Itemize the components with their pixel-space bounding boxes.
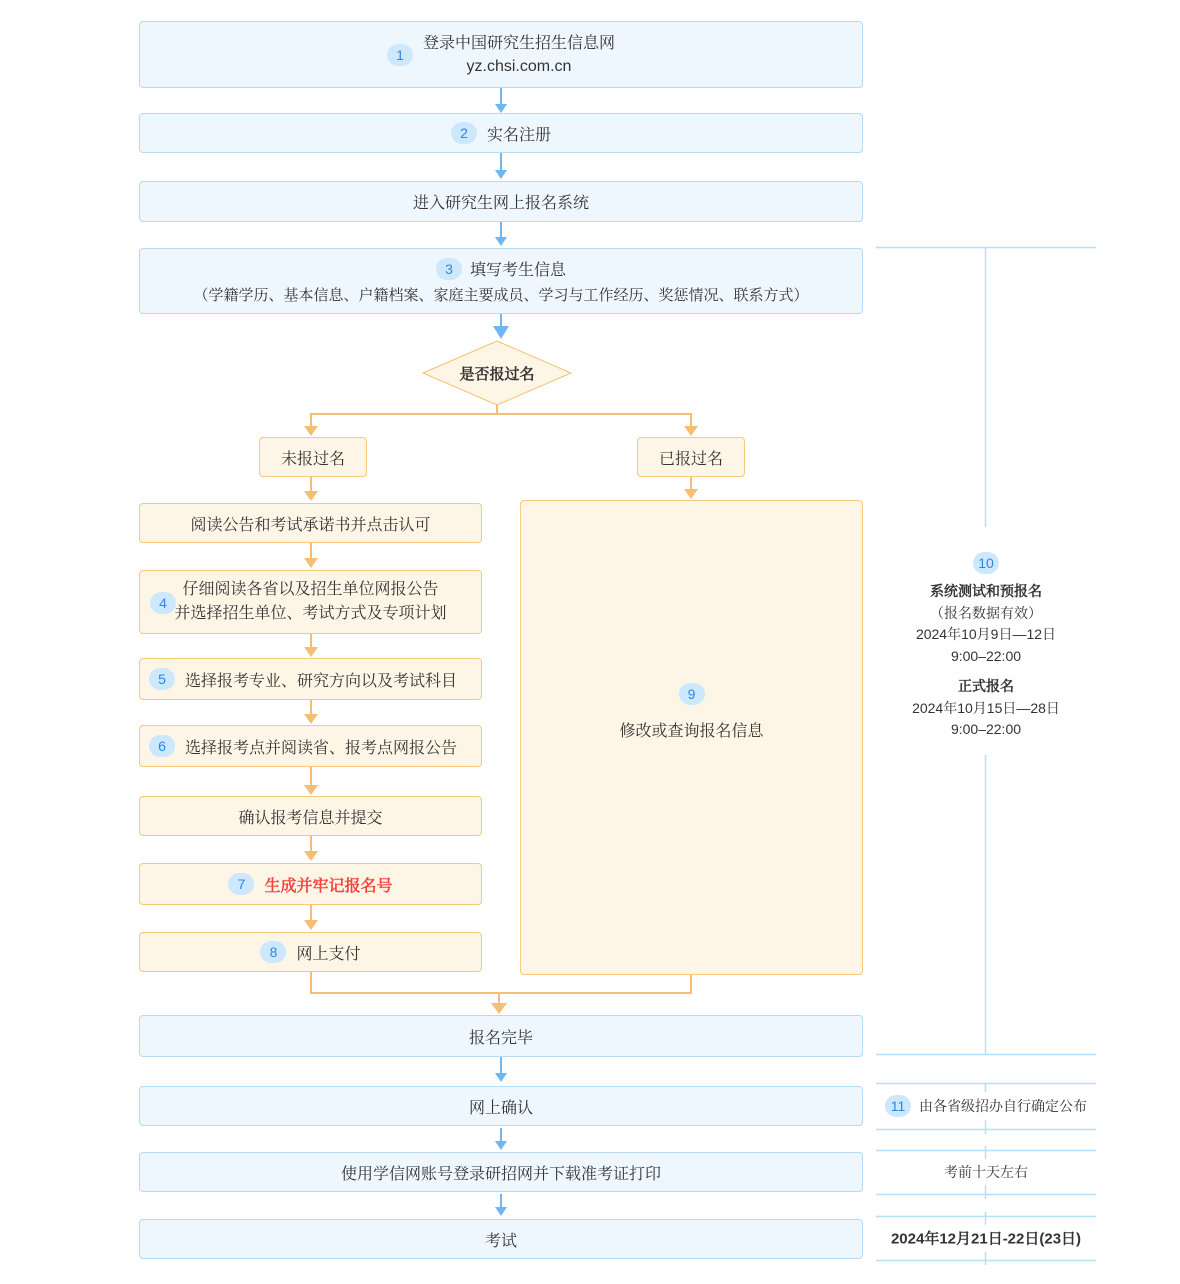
step3-box	[139, 248, 863, 314]
arrowhead	[304, 714, 318, 724]
step6-label: 选择报考点并阅读省、报考点网报公告	[185, 739, 458, 757]
arrowhead	[304, 426, 318, 436]
arrowhead	[304, 558, 318, 568]
step10-official-time: 9:00–22:00	[950, 721, 1022, 737]
ticket-time-label	[937, 1159, 1035, 1185]
arrowhead	[684, 489, 698, 499]
step10-badge: 10	[973, 552, 999, 574]
step2-box	[139, 113, 863, 153]
step1-url: yz.chsi.com.cn	[466, 57, 572, 75]
step1-box	[139, 21, 863, 88]
arrowhead	[304, 647, 318, 657]
step6-badge: 6	[149, 735, 175, 757]
step5-label: 选择报考专业、研究方向以及考试科目	[185, 672, 458, 690]
step7-label: 生成并牢记报名号	[264, 877, 393, 895]
step3-detail: （学籍学历、基本信息、户籍档案、家庭主要成员、学习与工作经历、奖惩情况、联系方式）	[193, 287, 809, 304]
branch-yes-box	[637, 437, 745, 477]
step11-label: 由各省级招办自行确定公布	[919, 1098, 1087, 1114]
step5-box	[139, 658, 482, 700]
arrowhead	[495, 237, 507, 246]
step2-badge: 2	[451, 122, 477, 144]
step10-note: （报名数据有效）	[930, 604, 1042, 621]
step9-label: 修改或查询报名信息	[619, 722, 764, 740]
step10-pre-time: 9:00–22:00	[950, 647, 1022, 664]
done-label: 报名完毕	[468, 1029, 533, 1047]
step10-pre-date: 2024年10月9日—12日	[915, 626, 1057, 642]
arrowhead	[495, 104, 507, 113]
step10-title: 系统测试和预报名	[930, 583, 1042, 599]
step8-label: 网上支付	[296, 945, 361, 963]
arrowhead	[493, 326, 509, 339]
step3-badge: 3	[436, 258, 462, 280]
step5-badge: 5	[149, 668, 175, 690]
step8-badge: 8	[260, 941, 286, 963]
exam-date-label	[884, 1225, 1088, 1252]
enter-system-box	[139, 181, 863, 222]
read-notice-box	[139, 503, 482, 543]
step10-official-title: 正式报名	[958, 678, 1014, 694]
decision-label: 是否报过名	[459, 365, 535, 383]
branch-no-box	[259, 437, 367, 477]
step4-badge: 4	[150, 592, 176, 614]
online-confirm-label: 网上确认	[468, 1099, 533, 1117]
arrowhead	[495, 1207, 507, 1216]
step10-block	[875, 552, 1097, 741]
print-ticket-label: 使用学信网账号登录研招网并下载准考证打印	[340, 1165, 661, 1183]
arrowhead	[304, 491, 318, 501]
branch-yes-label: 已报过名	[658, 450, 723, 468]
step3-title: 填写考生信息	[469, 262, 566, 279]
step4-box	[139, 570, 482, 634]
step9-box	[520, 500, 863, 975]
step7-badge: 7	[228, 873, 254, 895]
step11-badge: 11	[885, 1095, 911, 1117]
enter-system-label: 进入研究生网上报名系统	[412, 195, 589, 212]
exam-label: 考试	[484, 1232, 517, 1250]
arrowhead	[304, 851, 318, 861]
arrowhead	[495, 170, 507, 179]
confirm-submit-label: 确认报考信息并提交	[238, 809, 383, 827]
done-box	[139, 1015, 863, 1057]
step4-line2: 并选择招生单位、考试方式及专项计划	[174, 605, 447, 622]
step7-box	[139, 863, 482, 905]
online-confirm-box	[139, 1086, 863, 1126]
step1-title: 登录中国研究生招生信息网	[422, 34, 615, 52]
step8-box	[139, 932, 482, 972]
step10-official-date: 2024年10月15日—28日	[912, 699, 1060, 716]
exam-date-text: 2024年12月21日-22日(23日)	[890, 1230, 1082, 1248]
arrowhead	[495, 1141, 507, 1150]
step4-line1: 仔细阅读各省以及招生单位网报公告	[182, 581, 439, 598]
arrowhead	[495, 1073, 507, 1082]
exam-box	[139, 1219, 863, 1259]
arrowhead	[684, 426, 698, 436]
branch-no-label: 未报过名	[280, 450, 345, 468]
step1-badge: 1	[387, 44, 413, 66]
arrowhead	[304, 920, 318, 930]
confirm-submit-box	[139, 796, 482, 836]
arrowhead	[304, 785, 318, 795]
arrowhead	[491, 1003, 507, 1014]
step2-label: 实名注册	[486, 126, 551, 144]
step9-badge: 9	[679, 683, 705, 705]
step6-box	[139, 725, 482, 767]
read-notice-label: 阅读公告和考试承诺书并点击认可	[190, 516, 431, 534]
step11-label-group	[878, 1092, 1094, 1120]
ticket-time-text: 考前十天左右	[944, 1164, 1028, 1180]
print-ticket-box	[139, 1152, 863, 1192]
